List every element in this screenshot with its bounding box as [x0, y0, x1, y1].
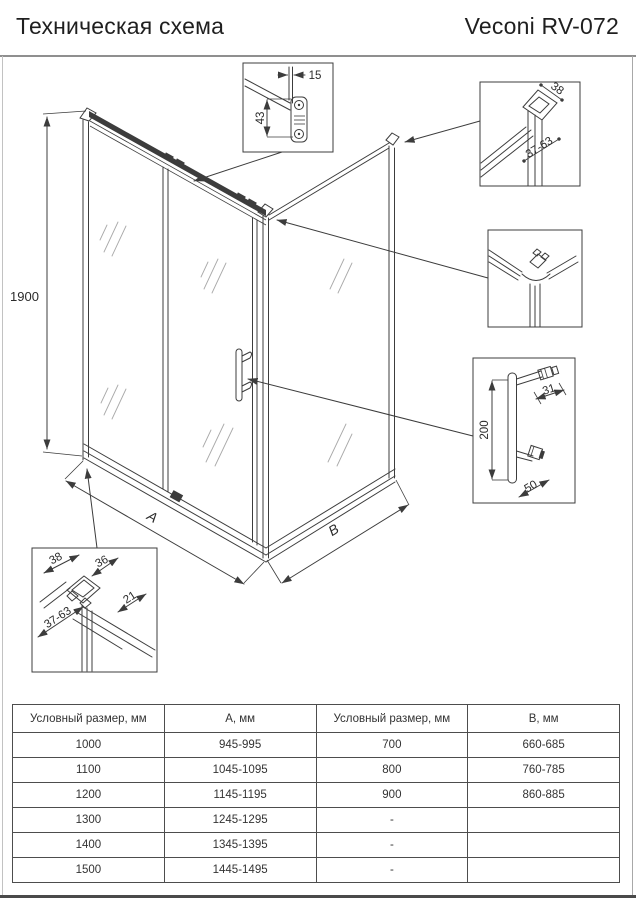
- table-cell: [468, 833, 620, 858]
- table-cell: 945-995: [164, 733, 316, 758]
- table-header-cell: Условный размер, мм: [13, 705, 165, 733]
- table-cell: -: [316, 858, 468, 883]
- table-cell: 1300: [13, 808, 165, 833]
- table-cell: 660-685: [468, 733, 620, 758]
- table-cell: -: [316, 833, 468, 858]
- table-cell: 1400: [13, 833, 165, 858]
- table-cell: 760-785: [468, 758, 620, 783]
- table-cell: 1245-1295: [164, 808, 316, 833]
- table-cell: [468, 808, 620, 833]
- model-name: Veconi RV-072: [464, 13, 619, 39]
- depth-dim-label: B: [325, 520, 342, 539]
- table-header-cell: В, мм: [468, 705, 620, 733]
- detail-roller: [243, 63, 333, 152]
- table-row: [13, 808, 620, 833]
- handle-offset-label: 50: [522, 478, 540, 496]
- detail-handle: [473, 358, 575, 503]
- table-cell: 900: [316, 783, 468, 808]
- height-dim-label: 1900: [10, 289, 39, 304]
- table-cell: 1145-1195: [164, 783, 316, 808]
- table-cell: 1345-1395: [164, 833, 316, 858]
- table-cell: [468, 858, 620, 883]
- table-cell: 1200: [13, 783, 165, 808]
- table-cell: 800: [316, 758, 468, 783]
- table-cell: -: [316, 808, 468, 833]
- wall-profile-adjust-label: 37-63: [523, 134, 556, 161]
- dimension-depth-B: [267, 480, 409, 583]
- door-handle: [236, 349, 252, 401]
- handle-grip-label: 31: [541, 382, 557, 398]
- detail-bottom-profile: [32, 548, 157, 672]
- roller-height-label: 43: [255, 111, 267, 125]
- table-cell: 1045-1095: [164, 758, 316, 783]
- table-header-cell: Условный размер, мм: [316, 705, 468, 733]
- main-enclosure-view: [80, 108, 399, 562]
- roller-offset-label: 15: [308, 70, 322, 82]
- bottom-rail-label: 36: [93, 553, 111, 571]
- table-cell: 1500: [13, 858, 165, 883]
- detail-corner-profile: [488, 230, 582, 327]
- glass-reflections: [100, 222, 352, 466]
- table-header-cell: А, мм: [164, 705, 316, 733]
- table-cell: 1100: [13, 758, 165, 783]
- table-cell: 1000: [13, 733, 165, 758]
- handle-length-label: 200: [479, 420, 491, 440]
- wall-profile-width-label: 38: [548, 80, 566, 98]
- page-title: Техническая схема: [16, 13, 225, 39]
- size-table: [12, 704, 620, 883]
- bottom-width-label: 38: [47, 550, 65, 568]
- table-row: [13, 758, 620, 783]
- table-cell: 860-885: [468, 783, 620, 808]
- width-dim-label: A: [144, 507, 161, 526]
- bottom-inset-label: 21: [121, 589, 139, 607]
- detail-wall-profile: [480, 80, 580, 186]
- table-row: [13, 733, 620, 758]
- dimension-height: [10, 111, 86, 456]
- table-row: [13, 833, 620, 858]
- bottom-adjust-label: 37-63: [42, 604, 74, 632]
- leader-lines: [87, 121, 488, 548]
- table-cell: 700: [316, 733, 468, 758]
- table-cell: 1445-1495: [164, 858, 316, 883]
- table-header-row: [13, 705, 620, 733]
- table-row: [13, 858, 620, 883]
- table-row: [13, 783, 620, 808]
